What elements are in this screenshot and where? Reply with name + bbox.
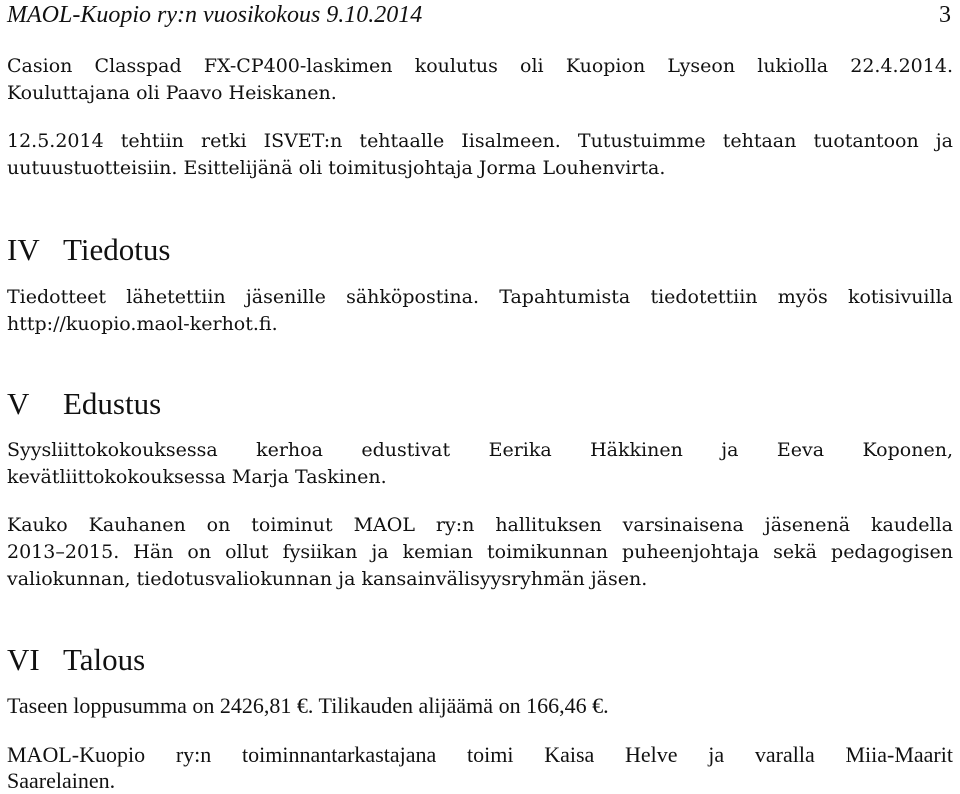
section-iv-title: Tiedotus xyxy=(63,232,171,267)
document-page xyxy=(7,0,953,793)
section-v-paragraph-2-line-1: Kauko Kauhanen on toiminut MAOL ry:n hallituksen varsinaisena jäsenenä kaudella xyxy=(7,514,953,536)
section-vi-paragraph-2-line-2: Saarelainen. xyxy=(7,768,116,793)
section-v-paragraph-1-line-2: kevätliittokokouksessa Marja Taskinen. xyxy=(7,466,387,488)
section-iv-link-line xyxy=(7,311,953,338)
intro-paragraph-2-line-2: uutuustuotteisiin. Esittelijänä oli toimitusjohtaja Jorma Louhenvirta. xyxy=(7,157,666,179)
section-vi-number: VI xyxy=(7,642,40,677)
intro-paragraph-1-line-1: Casion Classpad FX-CP400-laskimen koulutus oli Kuopion Lyseon lukiolla 22.4.2014. xyxy=(7,55,953,77)
section-v-heading xyxy=(7,386,161,422)
section-vi-paragraph-1: Taseen loppusumma on 2426,81 €. Tilikauden alijäämä on 166,46 €. xyxy=(7,693,609,718)
section-v-paragraph-2-line-2: 2013–2015. Hän on ollut fysiikan ja kemian toimikunnan puheenjohtaja sekä pedagogisen xyxy=(7,541,953,563)
intro-paragraph-1-line-2: Kouluttajana oli Paavo Heiskanen. xyxy=(7,82,337,104)
section-iv-heading xyxy=(7,232,170,268)
website-link[interactable]: http://kuopio.maol-kerhot.fi. xyxy=(7,313,278,335)
header-title: MAOL-Kuopio ry:n vuosikokous 9.10.2014 xyxy=(7,2,423,28)
section-vi-title: Talous xyxy=(63,642,146,677)
section-iv-number: IV xyxy=(7,232,40,267)
section-vi-heading xyxy=(7,642,145,678)
page-number: 3 xyxy=(939,2,951,28)
section-v-number: V xyxy=(7,386,30,421)
section-v-paragraph-2-line-3: valiokunnan, tiedotusvaliokunnan ja kansainvälisyysryhmän jäsen. xyxy=(7,568,648,590)
page-header xyxy=(7,2,953,29)
section-vi-paragraph-2-line-1: MAOL-Kuopio ry:n toiminnantarkastajana toimi Kaisa Helve ja varalla Miia-Maarit xyxy=(7,742,953,767)
section-v-paragraph-1-line-1: Syysliittokokouksessa kerhoa edustivat Eerika Häkkinen ja Eeva Koponen, xyxy=(7,439,953,461)
section-v-title: Edustus xyxy=(63,386,162,421)
intro-paragraph-2-line-1: 12.5.2014 tehtiin retki ISVET:n tehtaalle Iisalmeen. Tutustuimme tehtaan tuotantoon ja xyxy=(7,130,953,152)
section-iv-text: Tiedotteet lähetettiin jäsenille sähköpostina. Tapahtumista tiedotettiin myös kotisivuilla xyxy=(7,286,953,308)
